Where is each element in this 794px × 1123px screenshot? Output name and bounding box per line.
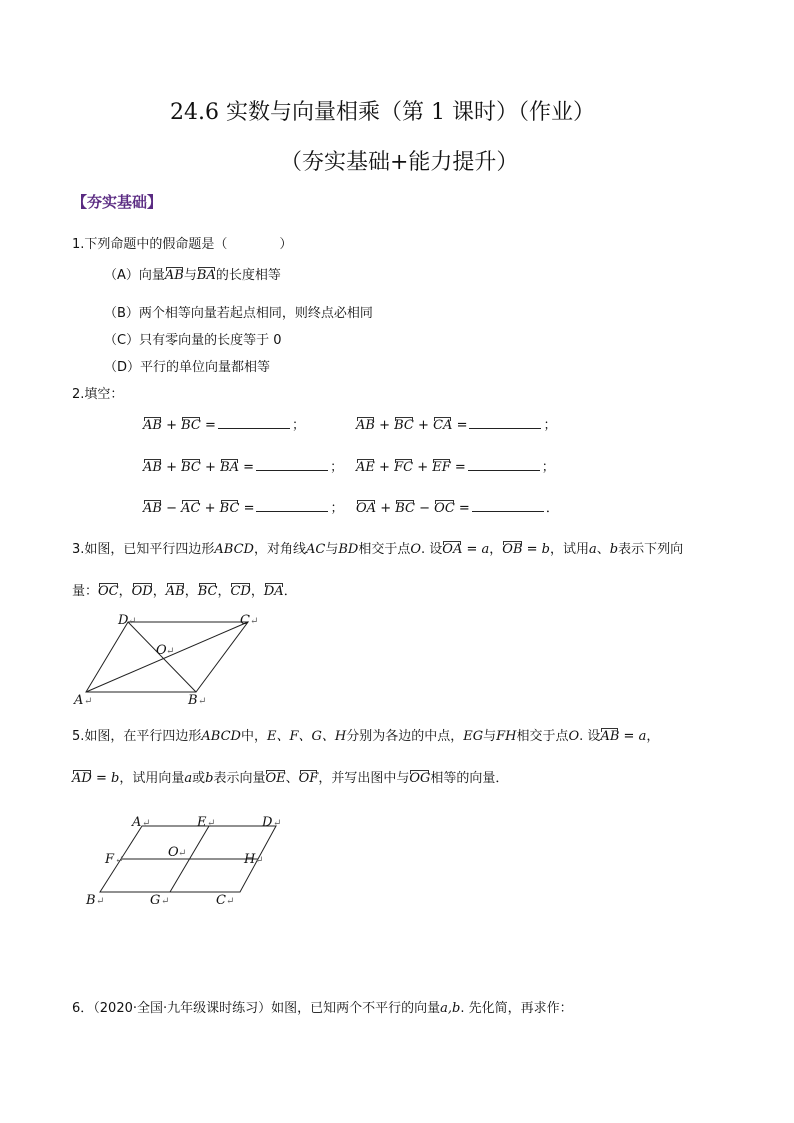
segment: FH — [496, 729, 517, 744]
punct: ； — [541, 460, 555, 475]
vector: OG — [409, 771, 431, 786]
vector-symbol: b — [110, 771, 120, 786]
text: 6．（2020·全国·九年级课时练习）如图，已知两个不平行的向量 — [72, 1001, 441, 1016]
text: 、 — [285, 771, 299, 786]
text: . 设 — [579, 729, 601, 744]
vector: OC — [434, 501, 455, 516]
page-title: 24.6 实数与向量相乘（第 1 课时）（作业） — [170, 100, 595, 125]
vector-symbol: a — [184, 771, 193, 786]
vector: OD — [131, 584, 153, 599]
operator: + — [417, 460, 429, 475]
vector: AD — [72, 771, 92, 786]
vector: BC — [181, 460, 201, 475]
text: 与 — [325, 542, 339, 557]
vector: OA — [356, 501, 377, 516]
label-b: B — [188, 693, 198, 708]
vector-symbol: b — [609, 542, 619, 557]
vector-symbol: b — [541, 542, 550, 557]
page-subtitle: （夯实基础+能力提升） — [280, 150, 519, 175]
vector: FC — [394, 460, 414, 475]
operator: − — [166, 501, 177, 516]
operator: + — [205, 460, 216, 475]
fill-item-3: AB + BC + BA = ； — [143, 460, 344, 475]
text: 表示向量 — [213, 771, 266, 786]
parallelogram-figure-q3 — [70, 610, 270, 710]
text: 相等的向量． — [430, 771, 509, 786]
vector: OE — [265, 771, 286, 786]
operator: + — [204, 501, 216, 516]
fill-item-6: OA + BC − OC = ． — [356, 501, 559, 516]
vector-symbol: a — [589, 542, 597, 557]
question-1-option-a — [104, 264, 281, 283]
punct: ； — [330, 460, 344, 475]
vector-symbol: a — [481, 542, 490, 557]
text: 5.如图，在平行四边形 — [72, 729, 202, 744]
text: ，试用向量 — [119, 771, 185, 786]
points: E、F、G、H — [266, 729, 347, 744]
vector: AC — [181, 501, 201, 516]
question-2-stem: 2.填空： — [72, 387, 124, 402]
option-a-prefix: （A）向量 — [104, 268, 165, 283]
vector: BC — [394, 418, 414, 433]
question-3-line-2: 量：OC，OD，AB，BC，CD，DA． — [72, 584, 297, 599]
punct: ； — [543, 418, 557, 433]
vector-symbols: a,b — [440, 1001, 461, 1016]
text: . 设 — [421, 542, 443, 557]
label-a: A — [132, 815, 142, 830]
svg-text:↵: ↵ — [142, 818, 151, 829]
svg-text:↵: ↵ — [115, 855, 124, 866]
parallelogram-figure-q5 — [80, 808, 300, 912]
diagonal-ac — [86, 622, 248, 692]
section-label: 【夯实基础】 — [72, 193, 163, 211]
question-5-line-2: AD = b，试用向量a或b表示向量OE、OF，并写出图中与OG相等的向量． — [72, 771, 509, 786]
option-a-suffix: 的长度相等 — [215, 268, 281, 283]
question-3-line-1: 3.如图，已知平行四边形ABCD，对角线AC与BD相交于点O. 设OA = a，OB = b，试用a、b表示下列向 — [72, 542, 684, 557]
svg-text:↵: ↵ — [128, 616, 137, 627]
vector: BA — [220, 460, 240, 475]
fill-item-1: AB + BC = ； — [143, 418, 305, 433]
vector: BC — [197, 584, 218, 599]
text: ， — [489, 542, 503, 557]
vector: AB — [143, 460, 162, 475]
text: 表示下列向 — [618, 542, 684, 557]
vector: AB — [143, 418, 162, 433]
answer-blank[interactable] — [218, 416, 290, 429]
question-1-option-d: （D）平行的单位向量都相等 — [104, 360, 271, 375]
vector-symbol: b — [205, 771, 214, 786]
text: 量： — [72, 584, 99, 599]
svg-text:↵: ↵ — [273, 818, 282, 829]
label-d: D — [262, 815, 273, 830]
vector-symbol: a — [638, 729, 647, 744]
svg-text:↵: ↵ — [198, 696, 207, 707]
text: 中， — [240, 729, 267, 744]
svg-text:↵: ↵ — [84, 696, 93, 707]
answer-blank[interactable] — [256, 499, 328, 512]
vector: OB — [502, 542, 523, 557]
vector-ab: AB — [164, 268, 184, 283]
operator: − — [419, 501, 431, 516]
segment: EG — [463, 729, 484, 744]
operator: + — [379, 460, 390, 475]
vector: AB — [600, 729, 620, 744]
option-a-mid: 与 — [183, 268, 197, 283]
svg-text:↵: ↵ — [250, 616, 259, 627]
point: O — [410, 542, 422, 557]
question-1-option-c: （C）只有零向量的长度等于 0 — [104, 333, 282, 348]
vector: AB — [143, 501, 162, 516]
fill-item-4: AE + FC + EF = ； — [356, 460, 555, 475]
svg-text:↵: ↵ — [207, 818, 216, 829]
text: 相交于点 — [358, 542, 411, 557]
shape-name: ABCD — [214, 542, 254, 557]
text: 与 — [483, 729, 497, 744]
operator: + — [379, 418, 390, 433]
answer-blank[interactable] — [468, 458, 540, 471]
segment: BD — [338, 542, 359, 557]
question-5-line-1: 5.如图，在平行四边形ABCD中，E、F、G、H分别为各边的中点，EG与FH相交于点O. 设AB = a， — [72, 729, 660, 744]
text: . 先化简，再求作： — [460, 1001, 573, 1016]
answer-blank[interactable] — [469, 416, 541, 429]
operator: + — [166, 460, 177, 475]
label-d: D — [118, 613, 129, 628]
segment: AC — [305, 542, 326, 557]
svg-text:↵: ↵ — [178, 848, 187, 859]
vector: CD — [230, 584, 251, 599]
vector: OF — [298, 771, 319, 786]
operator: + — [166, 418, 177, 433]
svg-text:↵: ↵ — [161, 896, 170, 907]
text: 或 — [192, 771, 206, 786]
fill-item-2: AB + BC + CA = ； — [356, 418, 557, 433]
question-6-line — [72, 997, 573, 1016]
punct: ． — [545, 501, 559, 516]
vector: AB — [165, 584, 185, 599]
text: ，试用 — [550, 542, 590, 557]
fill-item-5: AB − AC + BC = ； — [143, 501, 344, 516]
vector-ba: BA — [196, 268, 216, 283]
label-h: H — [244, 852, 256, 867]
svg-text:↵: ↵ — [226, 896, 235, 907]
text: 、 — [596, 542, 610, 557]
text: 相交于点 — [516, 729, 569, 744]
point: O — [568, 729, 580, 744]
label-f: F — [105, 852, 115, 867]
vector: EF — [432, 460, 451, 475]
shape-name: ABCD — [201, 729, 241, 744]
vector: BC — [395, 501, 415, 516]
svg-text:↵: ↵ — [96, 896, 105, 907]
text: 3.如图，已知平行四边形 — [72, 542, 215, 557]
label-g: G — [150, 893, 161, 908]
vector: DA — [263, 584, 284, 599]
label-a: A — [74, 693, 84, 708]
label-c: C — [240, 613, 250, 628]
label-o: O — [156, 643, 167, 658]
vector: CA — [433, 418, 453, 433]
vector: BC — [219, 501, 240, 516]
question-1-option-b: （B）两个相等向量若起点相同，则终点必相同 — [104, 306, 373, 321]
vector: AB — [356, 418, 375, 433]
answer-blank[interactable] — [256, 458, 328, 471]
label-b: B — [86, 893, 96, 908]
text: ， — [646, 729, 660, 744]
svg-text:↵: ↵ — [166, 646, 175, 657]
text: 分别为各边的中点， — [346, 729, 464, 744]
text: ，对角线 — [253, 542, 306, 557]
operator: + — [418, 418, 429, 433]
answer-blank[interactable] — [472, 499, 544, 512]
svg-text:↵: ↵ — [255, 855, 264, 866]
punct: ； — [291, 418, 305, 433]
punct: ； — [330, 501, 344, 516]
vector: BC — [181, 418, 201, 433]
question-1-stem: 1.下列命题中的假命题是（ ） — [72, 237, 293, 252]
label-e: E — [197, 815, 207, 830]
label-o: O — [168, 845, 179, 860]
label-c: C — [216, 893, 226, 908]
text: ，并写出图中与 — [318, 771, 410, 786]
vector: OC — [98, 584, 119, 599]
operator: + — [380, 501, 392, 516]
vector: OA — [442, 542, 463, 557]
vector: AE — [356, 460, 375, 475]
